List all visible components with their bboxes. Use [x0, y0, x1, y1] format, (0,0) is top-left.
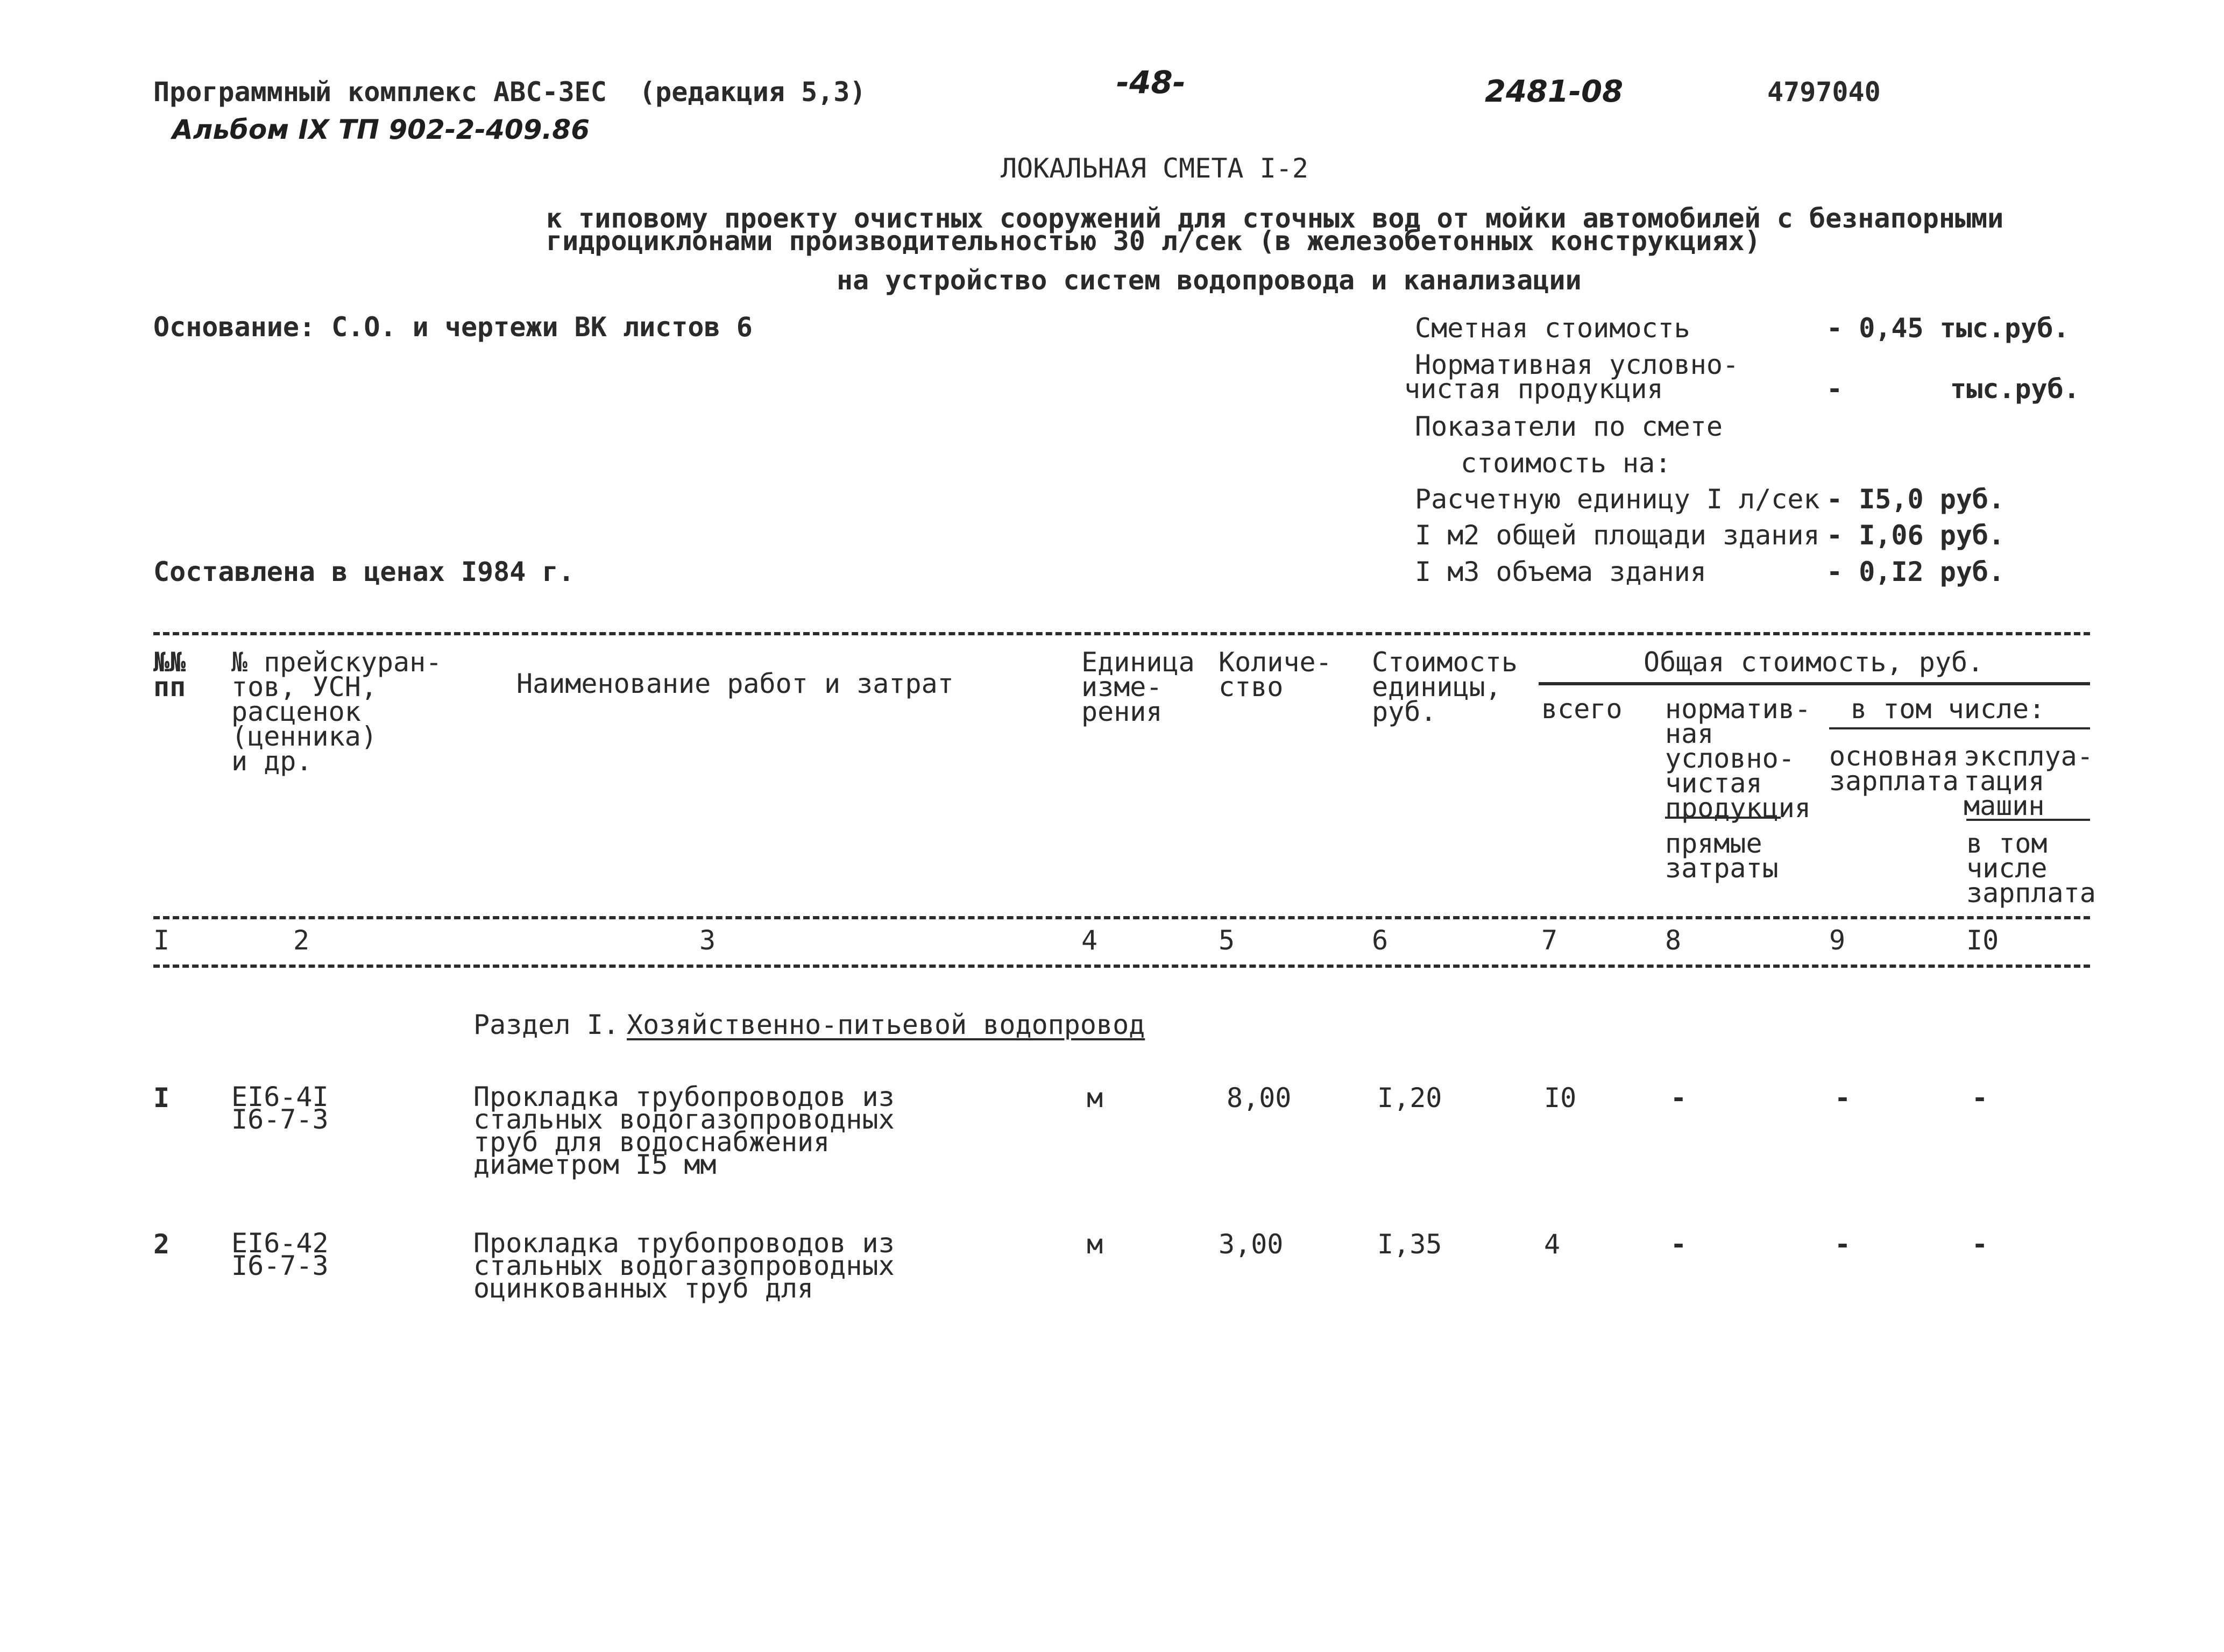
row-base-salary: -	[1835, 1082, 1851, 1114]
row-number: I	[153, 1082, 170, 1114]
indicator-label: Расчетную единицу I л/сек	[1415, 484, 1820, 515]
document-number: 4797040	[1767, 76, 1881, 108]
col-header-including: в том числе:	[1851, 693, 2045, 725]
col-number: 3	[699, 925, 716, 956]
program-name: Программный комплекс АВС-ЗЕС (редакция 5,3)	[153, 76, 866, 108]
table-top-rule	[153, 632, 2090, 635]
row-work-name: Прокладка трубопроводов из стальных водогазопроводных труб для водоснабжения диаметром I5 мм	[473, 1081, 895, 1180]
row-machine-operation: -	[1972, 1229, 1988, 1260]
col-number: 7	[1541, 925, 1558, 956]
col-number: 4	[1081, 925, 1098, 956]
col-header-machine-operation: эксплуа- тация машин	[1964, 741, 2093, 821]
basis-text: Основание: С.О. и чертежи ВК листов 6	[153, 311, 753, 343]
document-code: 2481-08	[1485, 74, 1624, 109]
col-header-total: всего	[1541, 693, 1623, 725]
section-name: Хозяйственно-питьевой водопровод	[627, 1009, 1145, 1040]
col-number: 6	[1372, 925, 1389, 956]
row-net-product: -	[1670, 1229, 1687, 1260]
normative-unit: тыс.руб.	[1950, 373, 2080, 405]
col-number: I0	[1966, 925, 1999, 956]
normative-label-2: чистая продукция	[1404, 373, 1663, 405]
row-unit: м	[1087, 1229, 1103, 1260]
col-number: I	[153, 925, 170, 956]
page-number: -48-	[1116, 64, 1186, 101]
indicator-value: - I,06 руб.	[1826, 520, 2005, 551]
col-header-unit: Единица изме- рения	[1081, 647, 1195, 727]
col-number: 9	[1829, 925, 1846, 956]
col-number: 2	[293, 925, 310, 956]
col-header-unit-cost: Стоимость единицы, руб.	[1372, 647, 1518, 727]
indicator-label: I м3 объема здания	[1415, 556, 1706, 587]
estimated-cost-label: Сметная стоимость	[1415, 313, 1690, 344]
row-unit-price: I,35	[1377, 1229, 1442, 1260]
row-unit-price: I,20	[1377, 1082, 1442, 1114]
normative-dash: -	[1826, 373, 1843, 405]
row-machine-operation: -	[1972, 1082, 1988, 1114]
prices-year: Составлена в ценах I984 г.	[153, 556, 575, 587]
row-total: 4	[1544, 1229, 1561, 1260]
estimated-cost-value: - 0,45 тыс.руб.	[1826, 313, 2070, 344]
row-unit: м	[1087, 1082, 1103, 1114]
title-line-1: к типовому проекту очистных сооружений для сточных вод от мойки автомобилей с безнапорными	[546, 203, 2004, 234]
col-header-net-product: норматив- ная условно- чистая продукция	[1665, 693, 1811, 824]
cost-on-label: стоимость на:	[1461, 448, 1671, 479]
estimate-title: ЛОКАЛЬНАЯ СМЕТА I-2	[1001, 153, 1308, 184]
indicator-value: - 0,I2 руб.	[1826, 556, 2005, 587]
section-prefix: Раздел I.	[473, 1009, 619, 1040]
normative-label-1: Нормативная условно-	[1415, 349, 1739, 380]
row-quantity: 3,00	[1219, 1229, 1284, 1260]
including-rule	[1829, 727, 2090, 729]
row-work-name: Прокладка трубопроводов из стальных водогазопроводных оцинкованных труб для	[473, 1228, 895, 1304]
net-product-underline	[1665, 817, 1781, 819]
title-line-3: на устройство систем водопровода и канализации	[837, 265, 1582, 296]
col-numbers-top-rule	[153, 916, 2090, 919]
col-header-work-name: Наименование работ и затрат	[516, 668, 954, 699]
row-net-product: -	[1670, 1082, 1687, 1114]
indicator-label: I м2 общей площади здания	[1415, 520, 1820, 551]
col-numbers-bottom-rule	[153, 965, 2090, 968]
album-note-handwritten: Альбом IX ТП 902-2-409.86	[172, 114, 590, 145]
col-header-price-list: № прейскуран- тов, УСН, расценок (ценника) и др.	[231, 647, 442, 777]
row-number: 2	[153, 1229, 170, 1260]
row-quantity: 8,00	[1227, 1082, 1292, 1114]
col-header-incl-salary: в том числе зарплата	[1966, 828, 2096, 909]
col-number: 8	[1665, 925, 1682, 956]
row-price-code: EI6-4I I6-7-3	[231, 1081, 329, 1135]
title-line-2: гидроциклонами производительностью 30 л/сек (в железобетонных конструкциях)	[546, 225, 1761, 257]
indicator-value: - I5,0 руб.	[1826, 484, 2005, 515]
machine-operation-underline	[1966, 819, 2090, 821]
row-base-salary: -	[1835, 1229, 1851, 1260]
col-header-quantity: Количе- ство	[1219, 647, 1332, 703]
row-price-code: EI6-42 I6-7-3	[231, 1228, 329, 1281]
col-header-direct-costs: прямые затраты	[1665, 828, 1779, 884]
total-cost-rule	[1539, 682, 2090, 685]
indicators-label: Показатели по смете	[1415, 411, 1723, 442]
col-number: 5	[1219, 925, 1235, 956]
col-header-total-cost: Общая стоимость, руб.	[1644, 647, 1984, 678]
row-total: I0	[1544, 1082, 1577, 1114]
col-header-base-salary: основная зарплата	[1829, 741, 1959, 797]
col-header-number: №№ пп	[153, 647, 186, 703]
